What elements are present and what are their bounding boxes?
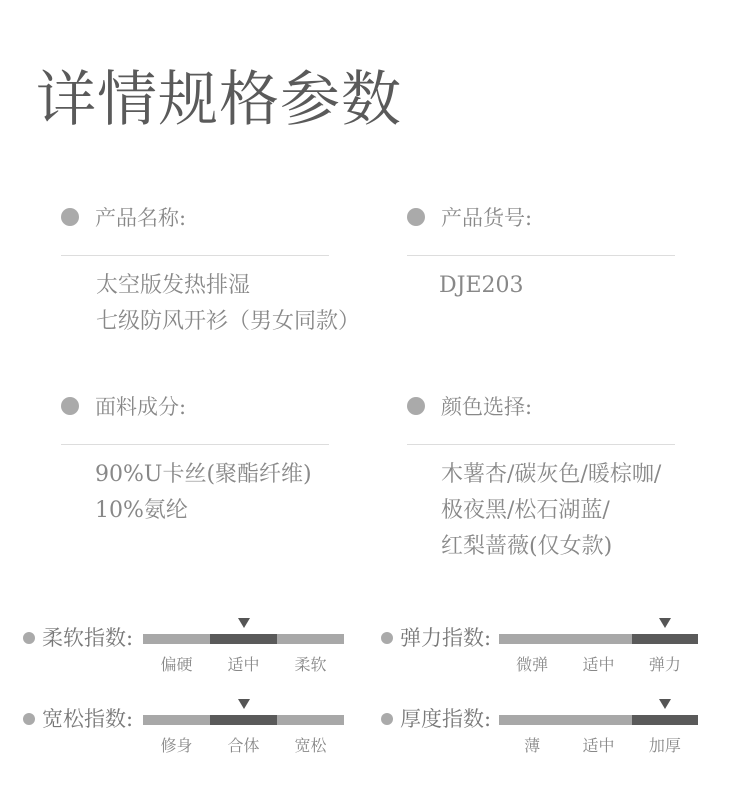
value-line: 极夜黑/松石湖蓝/: [441, 498, 610, 523]
bullet-dot: [407, 208, 425, 226]
index-fit: [23, 699, 353, 759]
selected-marker-icon: [659, 618, 671, 628]
bullet-dot: [61, 208, 79, 226]
bullet-dot: [23, 713, 35, 725]
bar-segment: [499, 634, 565, 644]
selected-marker-icon: [238, 699, 250, 709]
scale-label: 柔软: [294, 655, 327, 674]
index-scale: [143, 652, 344, 675]
bar-segment: [277, 715, 344, 725]
bullet-dot: [23, 632, 35, 644]
spec-value: [441, 457, 661, 565]
index-bar: [499, 634, 698, 644]
index-softness: [23, 618, 353, 678]
index-label: 厚度指数:: [400, 707, 492, 731]
selected-marker-icon: [659, 699, 671, 709]
scale-label: 偏硬: [160, 655, 193, 674]
scale-label: 适中: [227, 655, 260, 674]
bullet-dot: [381, 632, 393, 644]
page-title: 详情规格参数: [36, 65, 402, 135]
spec-value: [439, 268, 524, 304]
spec-label: 产品货号:: [441, 206, 533, 230]
bar-segment: [210, 715, 277, 725]
bullet-dot: [407, 397, 425, 415]
spec-label: 面料成分:: [95, 395, 187, 419]
bullet-dot: [381, 713, 393, 725]
divider: [407, 444, 675, 445]
index-elasticity: [381, 618, 711, 678]
index-scale: [499, 733, 698, 756]
scale-label: 薄: [524, 736, 541, 755]
scale-label: 合体: [227, 736, 260, 755]
index-scale: [499, 652, 698, 675]
index-scale: [143, 733, 344, 756]
index-thickness: [381, 699, 711, 759]
bar-segment: [565, 715, 631, 725]
scale-label: 适中: [582, 736, 615, 755]
index-bar: [143, 715, 344, 725]
selected-marker-icon: [238, 618, 250, 628]
divider: [407, 255, 675, 256]
bar-segment: [499, 715, 565, 725]
value-line: 红梨蔷薇(仅女款): [441, 534, 613, 559]
index-label: 弹力指数:: [400, 626, 492, 650]
value-line: 太空版发热排湿: [96, 273, 251, 298]
divider: [61, 444, 329, 445]
divider: [61, 255, 329, 256]
bar-segment: [143, 634, 210, 644]
bar-segment: [143, 715, 210, 725]
scale-label: 微弹: [516, 655, 549, 674]
value-line: 木薯杏/碳灰色/暖棕咖/: [441, 462, 662, 487]
bar-segment: [277, 634, 344, 644]
spec-label: 颜色选择:: [441, 395, 533, 419]
index-label: 宽松指数:: [42, 707, 134, 731]
index-label: 柔软指数:: [42, 626, 134, 650]
scale-label: 修身: [160, 736, 193, 755]
bullet-dot: [61, 397, 79, 415]
bar-segment: [210, 634, 277, 644]
value-line: 90%U卡丝(聚酯纤维): [95, 462, 312, 487]
scale-label: 弹力: [648, 655, 681, 674]
scale-label: 加厚: [648, 736, 681, 755]
value-line: DJE203: [439, 273, 524, 298]
spec-value: [95, 457, 312, 529]
spec-label: 产品名称:: [95, 206, 187, 230]
bar-segment: [632, 715, 698, 725]
index-bar: [499, 715, 698, 725]
value-line: 七级防风开衫（男女同款）: [96, 309, 361, 334]
bar-segment: [632, 634, 698, 644]
value-line: 10%氨纶: [95, 498, 188, 523]
scale-label: 宽松: [294, 736, 327, 755]
scale-label: 适中: [582, 655, 615, 674]
index-bar: [143, 634, 344, 644]
bar-segment: [565, 634, 631, 644]
spec-value: [96, 268, 360, 340]
